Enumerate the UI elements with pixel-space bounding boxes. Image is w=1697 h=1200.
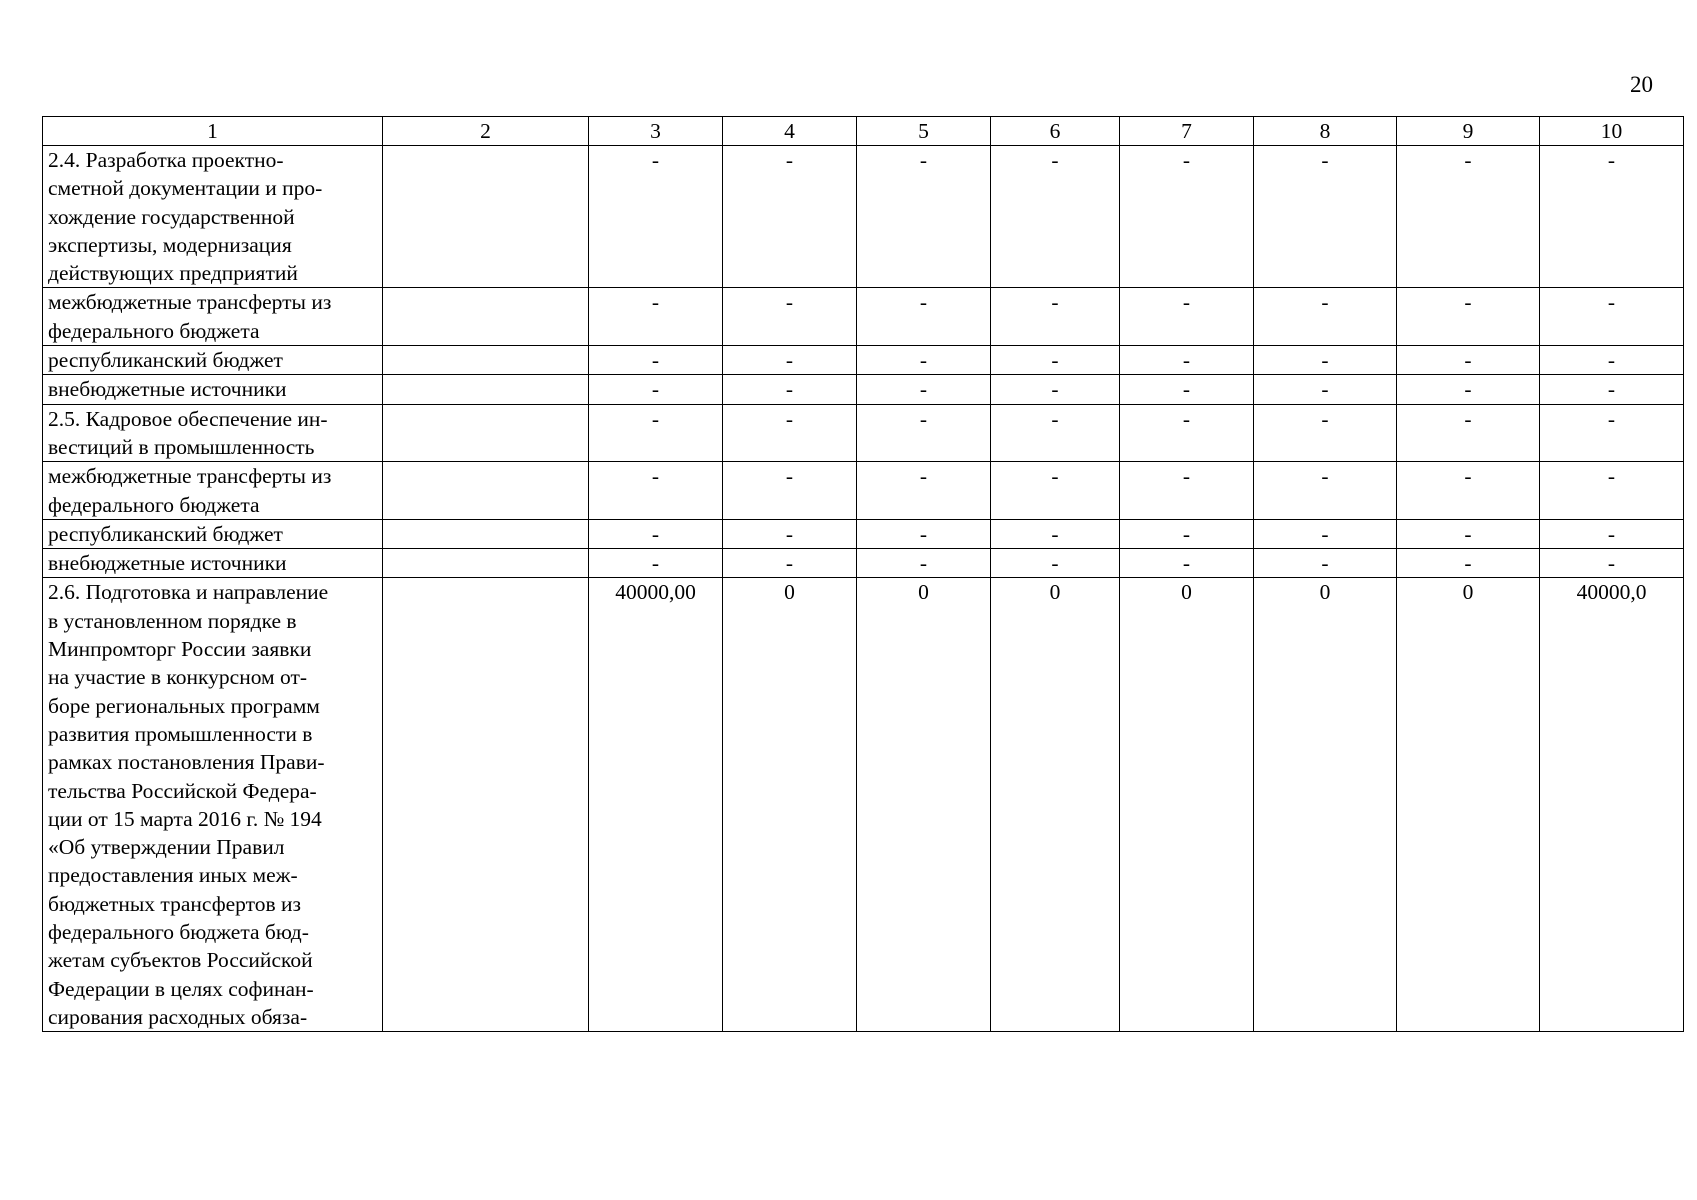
- row-label: [43, 578, 383, 1032]
- table-body: [43, 117, 1684, 1032]
- table-row: [43, 346, 1684, 375]
- row-label-line: «Об утверждении Правил: [48, 835, 285, 860]
- value-cell: -: [589, 404, 723, 462]
- column-header: 1: [43, 117, 383, 146]
- column-header: 4: [723, 117, 857, 146]
- row-label-line: межбюджетные трансферты из: [48, 290, 332, 315]
- value-cell: 40000,00: [589, 578, 723, 1032]
- value-cell: -: [589, 146, 723, 288]
- value-cell: -: [1254, 146, 1397, 288]
- value-cell: -: [723, 519, 857, 548]
- table-row: [43, 375, 1684, 404]
- table-row: [43, 462, 1684, 520]
- column-2-cell: [383, 288, 589, 346]
- value-cell: -: [1120, 549, 1254, 578]
- value-cell: -: [1397, 346, 1540, 375]
- row-label: [43, 549, 383, 578]
- value-cell: 0: [1120, 578, 1254, 1032]
- value-cell: -: [1540, 519, 1684, 548]
- value-cell: -: [857, 146, 991, 288]
- value-cell: -: [991, 549, 1120, 578]
- row-label-line: сметной документации и про-: [48, 176, 323, 201]
- column-2-cell: [383, 375, 589, 404]
- header-row: [43, 117, 1684, 146]
- value-cell: -: [1254, 462, 1397, 520]
- value-cell: -: [1397, 519, 1540, 548]
- value-cell: -: [1397, 549, 1540, 578]
- column-2-cell: [383, 549, 589, 578]
- value-cell: -: [1120, 519, 1254, 548]
- row-label-line: вестиций в промышленность: [48, 434, 315, 459]
- table-row: [43, 146, 1684, 288]
- column-header: 3: [589, 117, 723, 146]
- value-cell: -: [1120, 375, 1254, 404]
- value-cell: -: [857, 288, 991, 346]
- value-cell: -: [723, 146, 857, 288]
- value-cell: -: [723, 549, 857, 578]
- column-header: 8: [1254, 117, 1397, 146]
- value-cell: -: [723, 375, 857, 404]
- row-label-line: Минпромторг России заявки: [48, 637, 312, 662]
- column-header: 9: [1397, 117, 1540, 146]
- value-cell: -: [723, 462, 857, 520]
- value-cell: -: [991, 462, 1120, 520]
- value-cell: -: [991, 346, 1120, 375]
- column-2-cell: [383, 346, 589, 375]
- row-label: [43, 519, 383, 548]
- column-header: 2: [383, 117, 589, 146]
- row-label-line: развития промышленности в: [48, 721, 313, 746]
- column-header: 10: [1540, 117, 1684, 146]
- row-label-line: сирования расходных обяза-: [48, 1004, 308, 1029]
- value-cell: -: [857, 549, 991, 578]
- budget-table: [42, 116, 1684, 1032]
- value-cell: -: [723, 346, 857, 375]
- row-label-line: республиканский бюджет: [48, 521, 283, 546]
- value-cell: -: [1540, 549, 1684, 578]
- value-cell: -: [723, 404, 857, 462]
- row-label-line: предоставления иных меж-: [48, 863, 298, 888]
- value-cell: -: [1254, 519, 1397, 548]
- row-label-line: внебюджетные источники: [48, 551, 287, 576]
- value-cell: 0: [723, 578, 857, 1032]
- value-cell: -: [1120, 462, 1254, 520]
- value-cell: -: [1254, 375, 1397, 404]
- column-2-cell: [383, 578, 589, 1032]
- value-cell: -: [991, 519, 1120, 548]
- value-cell: -: [1120, 404, 1254, 462]
- value-cell: -: [857, 519, 991, 548]
- value-cell: -: [1540, 346, 1684, 375]
- row-label-line: боре региональных программ: [48, 693, 320, 718]
- row-label-line: 2.5. Кадровое обеспечение ин-: [48, 406, 328, 431]
- column-2-cell: [383, 462, 589, 520]
- value-cell: -: [589, 288, 723, 346]
- table-row: [43, 549, 1684, 578]
- value-cell: -: [1254, 549, 1397, 578]
- value-cell: -: [857, 346, 991, 375]
- value-cell: -: [1254, 346, 1397, 375]
- row-label-line: республиканский бюджет: [48, 348, 283, 373]
- value-cell: -: [1254, 404, 1397, 462]
- value-cell: -: [991, 375, 1120, 404]
- row-label-line: Федерации в целях софинан-: [48, 976, 314, 1001]
- value-cell: -: [723, 288, 857, 346]
- row-label: [43, 288, 383, 346]
- row-label-line: 2.4. Разработка проектно-: [48, 148, 284, 172]
- value-cell: -: [1120, 346, 1254, 375]
- value-cell: -: [1120, 288, 1254, 346]
- value-cell: -: [1397, 462, 1540, 520]
- row-label: [43, 375, 383, 404]
- column-header: 5: [857, 117, 991, 146]
- row-label-line: действующих предприятий: [48, 261, 298, 286]
- value-cell: 40000,0: [1540, 578, 1684, 1032]
- value-cell: -: [1540, 404, 1684, 462]
- row-label-line: в установленном порядке в: [48, 608, 297, 633]
- value-cell: -: [857, 462, 991, 520]
- value-cell: -: [589, 519, 723, 548]
- value-cell: -: [857, 404, 991, 462]
- row-label-line: хождение государственной: [48, 204, 295, 229]
- page-number: 20: [1630, 72, 1653, 97]
- column-header: 7: [1120, 117, 1254, 146]
- value-cell: -: [589, 346, 723, 375]
- value-cell: -: [1397, 288, 1540, 346]
- row-label-line: бюджетных трансфертов из: [48, 891, 302, 916]
- value-cell: -: [1540, 146, 1684, 288]
- column-header: 6: [991, 117, 1120, 146]
- column-2-cell: [383, 146, 589, 288]
- table-row: [43, 578, 1684, 1032]
- value-cell: -: [589, 462, 723, 520]
- row-label-line: тельства Российской Федера-: [48, 778, 317, 803]
- value-cell: -: [589, 375, 723, 404]
- column-2-cell: [383, 404, 589, 462]
- row-label-line: на участие в конкурсном от-: [48, 665, 308, 690]
- value-cell: 0: [1397, 578, 1540, 1032]
- row-label-line: экспертизы, модернизация: [48, 232, 292, 257]
- value-cell: -: [589, 549, 723, 578]
- table-row: [43, 404, 1684, 462]
- row-label-line: внебюджетные источники: [48, 377, 287, 402]
- column-2-cell: [383, 519, 589, 548]
- value-cell: 0: [991, 578, 1120, 1032]
- table-row: [43, 288, 1684, 346]
- value-cell: -: [857, 375, 991, 404]
- value-cell: -: [1540, 462, 1684, 520]
- row-label-line: федерального бюджета: [48, 318, 260, 343]
- table-row: [43, 519, 1684, 548]
- value-cell: -: [1397, 146, 1540, 288]
- value-cell: -: [1397, 375, 1540, 404]
- value-cell: -: [991, 404, 1120, 462]
- value-cell: -: [991, 146, 1120, 288]
- value-cell: 0: [857, 578, 991, 1032]
- row-label: [43, 346, 383, 375]
- row-label-line: федерального бюджета бюд-: [48, 920, 309, 945]
- value-cell: -: [991, 288, 1120, 346]
- row-label-line: 2.6. Подготовка и направление: [48, 580, 329, 605]
- value-cell: -: [1540, 288, 1684, 346]
- row-label: [43, 404, 383, 462]
- value-cell: 0: [1254, 578, 1397, 1032]
- row-label-line: федерального бюджета: [48, 492, 260, 517]
- row-label: [43, 146, 383, 288]
- value-cell: -: [1397, 404, 1540, 462]
- value-cell: -: [1120, 146, 1254, 288]
- row-label-line: рамках постановления Прави-: [48, 750, 325, 775]
- value-cell: -: [1540, 375, 1684, 404]
- row-label-line: жетам субъектов Российской: [48, 948, 313, 973]
- value-cell: -: [1254, 288, 1397, 346]
- row-label: [43, 462, 383, 520]
- row-label-line: межбюджетные трансферты из: [48, 464, 332, 489]
- row-label-line: ции от 15 марта 2016 г. № 194: [48, 806, 322, 831]
